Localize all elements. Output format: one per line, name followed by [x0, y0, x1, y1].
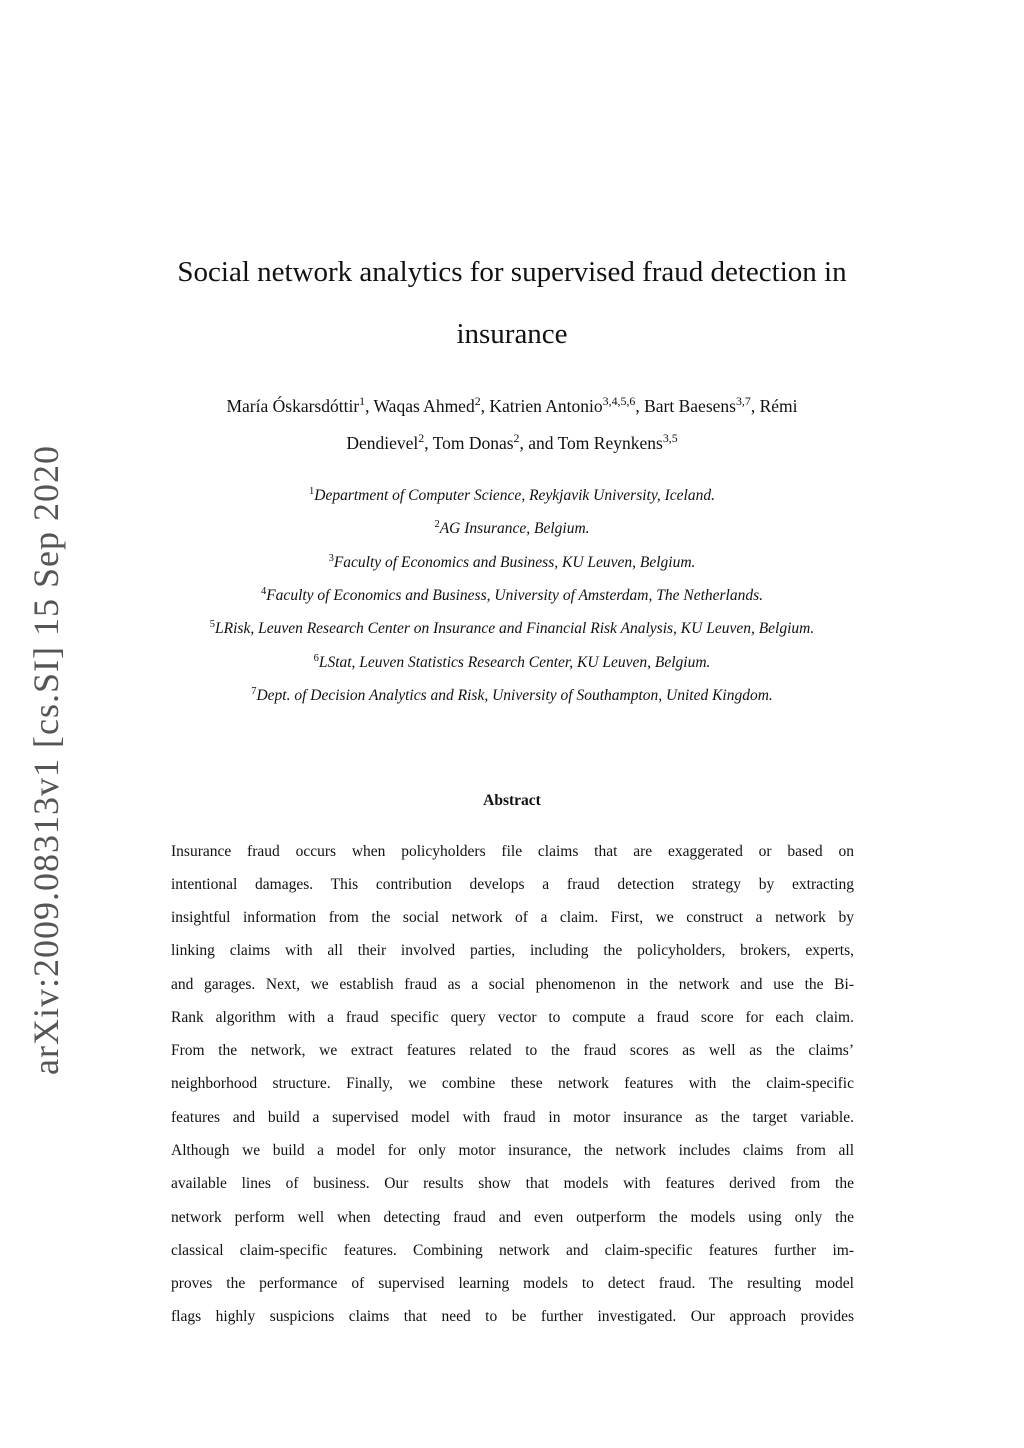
abstract-line: network perform well when detecting fraud and even outperform the models using only the [171, 1209, 854, 1226]
affiliation-text: Faculty of Economics and Business, University of Amsterdam, The Netherlands. [266, 587, 764, 604]
abstract-heading: Abstract [483, 792, 541, 809]
abstract-line: available lines of business. Our results show that models with features derived from the [171, 1175, 854, 1192]
affiliation-2 [0, 520, 1024, 538]
author-affiliation-marker: 2 [513, 431, 520, 446]
affiliation-text: LRisk, Leuven Research Center on Insurance and Financial Risk Analysis, KU Leuven, Belgium. [215, 620, 815, 637]
author-line-1 [0, 396, 1024, 417]
affiliation-1 [0, 487, 1024, 505]
affiliation-text: LStat, Leuven Statistics Research Center, KU Leuven, Belgium. [318, 654, 711, 671]
abstract-line: linking claims with all their involved parties, including the policyholders, brokers, experts, [171, 942, 854, 959]
author-name: , and Tom Reynkens [519, 433, 663, 453]
abstract-line: features and build a supervised model with fraud in motor insurance as the target variable. [171, 1109, 854, 1126]
affiliation-number: 5 [209, 618, 216, 630]
author-affiliation-marker: 3,7 [735, 394, 751, 409]
author-affiliation-marker: 3,4,5,6 [602, 394, 636, 409]
abstract-line: Insurance fraud occurs when policyholders file claims that are exaggerated or based on [171, 843, 854, 860]
author-affiliation-marker: 2 [418, 431, 425, 446]
affiliation-text: Faculty of Economics and Business, KU Leuven, Belgium. [333, 554, 696, 571]
affiliation-7 [0, 687, 1024, 705]
author-affiliation-marker: 3,5 [662, 431, 678, 446]
affiliation-text: Dept. of Decision Analytics and Risk, University of Southampton, United Kingdom. [256, 687, 773, 704]
author-name: María Óskarsdóttir [226, 396, 360, 416]
author-name: , Katrien Antonio [480, 396, 603, 416]
abstract-line: intentional damages. This contribution develops a fraud detection strategy by extracting [171, 876, 854, 893]
affiliation-number: 3 [328, 552, 334, 564]
author-name: , Tom Donas [424, 433, 514, 453]
affiliation-4 [0, 587, 1024, 605]
affiliation-6 [0, 654, 1024, 672]
author-name: , Waqas Ahmed [365, 396, 475, 416]
abstract-line: Rank algorithm with a fraud specific query vector to compute a fraud score for each claim. [171, 1009, 854, 1026]
author-affiliation-marker: 2 [474, 394, 481, 409]
author-affiliation-marker: 1 [359, 394, 366, 409]
author-name: , Bart Baesens [635, 396, 736, 416]
paper-title-line-2: insurance [456, 318, 568, 350]
author-name: Dendievel [346, 433, 419, 453]
abstract-line: Although we build a model for only motor insurance, the network includes claims from all [171, 1142, 854, 1159]
arxiv-identifier: arXiv:2009.08313v1 [cs.SI] 15 Sep 2020 [26, 445, 66, 1075]
abstract-line: From the network, we extract features related to the fraud scores as well as the claims’ [171, 1042, 854, 1059]
author-line-2 [0, 433, 1024, 454]
abstract-line: proves the performance of supervised learning models to detect fraud. The resulting model [171, 1275, 854, 1292]
abstract-line: neighborhood structure. Finally, we combine these network features with the claim-specific [171, 1075, 854, 1092]
abstract-line: and garages. Next, we establish fraud as a social phenomenon in the network and use the Bi- [171, 976, 854, 993]
affiliation-number: 1 [309, 485, 315, 497]
affiliation-5 [0, 620, 1024, 638]
author-name: , Rémi [750, 396, 798, 416]
affiliation-number: 6 [313, 652, 319, 664]
abstract-line: insightful information from the social network of a claim. First, we construct a network by [171, 909, 854, 926]
paper-title-line-1: Social network analytics for supervised fraud detection in [177, 256, 847, 288]
affiliation-number: 7 [251, 685, 257, 697]
affiliation-text: AG Insurance, Belgium. [439, 520, 590, 537]
affiliation-3 [0, 554, 1024, 572]
abstract-line: flags highly suspicions claims that need to be further investigated. Our approach provides [171, 1308, 854, 1325]
abstract-line: classical claim-specific features. Combining network and claim-specific features further im- [171, 1242, 854, 1259]
affiliation-number: 4 [260, 585, 267, 597]
affiliation-text: Department of Computer Science, Reykjavik University, Iceland. [314, 487, 715, 504]
affiliation-number: 2 [434, 518, 440, 530]
